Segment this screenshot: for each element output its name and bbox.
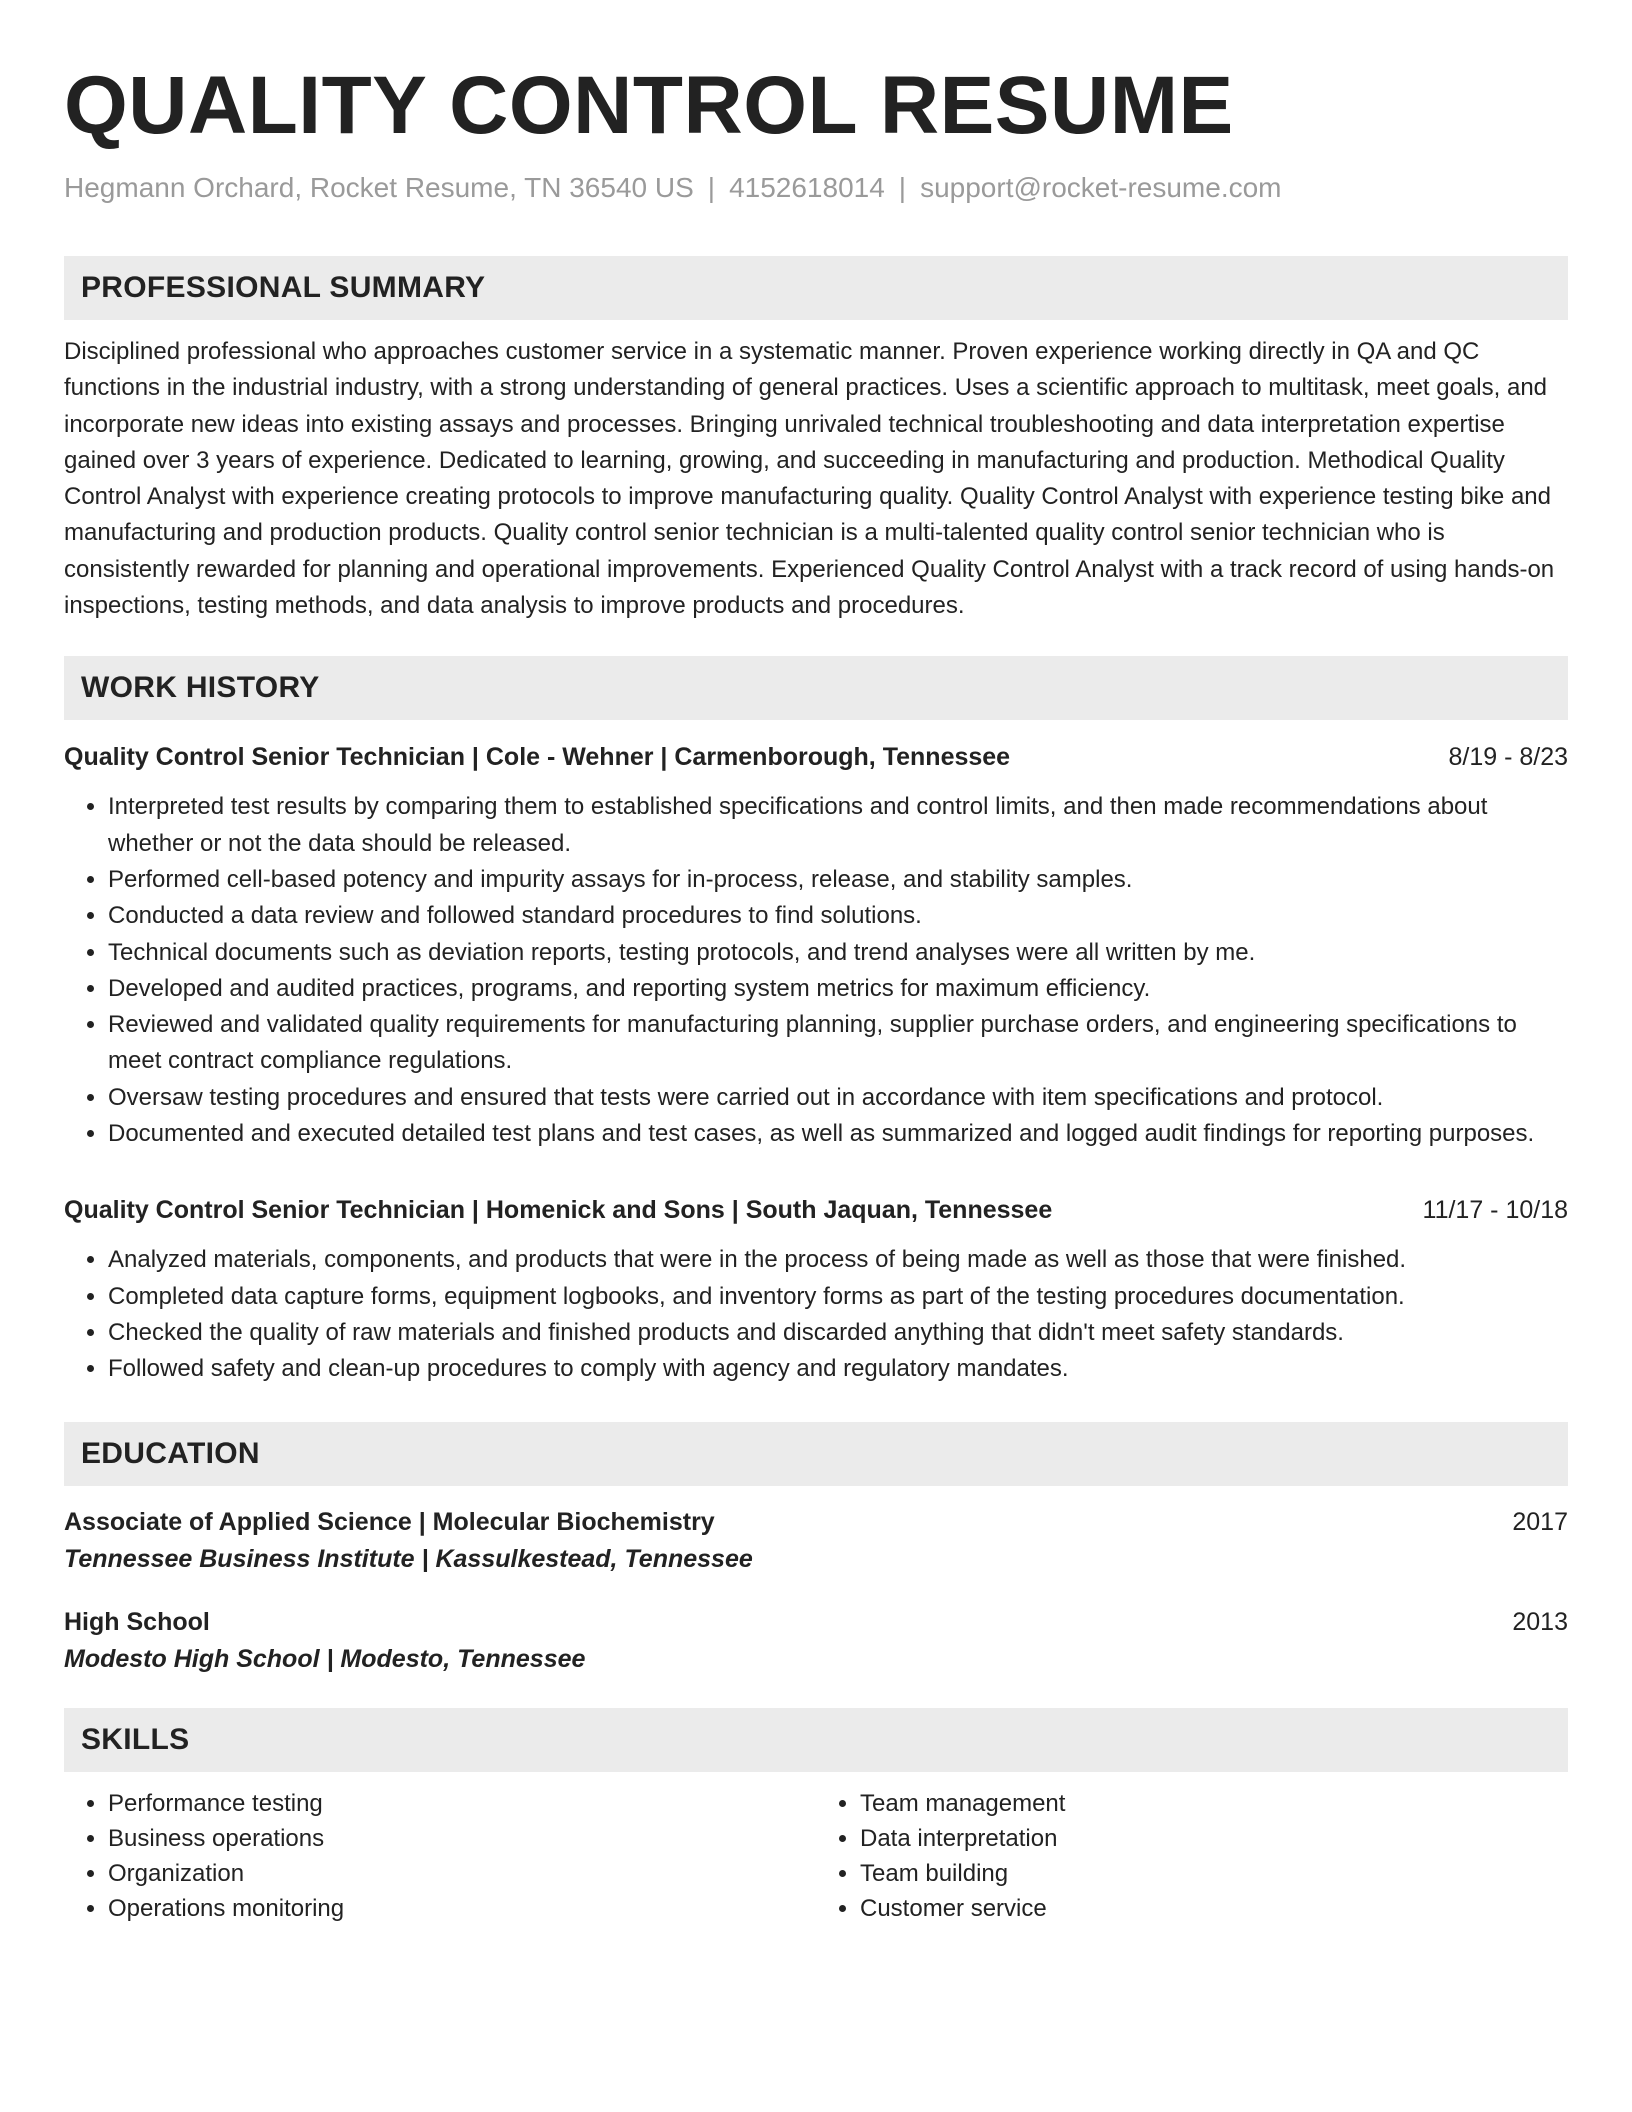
job-bullet: • Followed safety and clean-up procedures to comply with agency and regulatory mandates. (108, 1351, 1568, 1387)
skill-item: • Organization (108, 1856, 816, 1891)
job-bullet: • Performed cell-based potency and impurity assays for in-process, release, and stability samples. (108, 862, 1568, 898)
job-bullet: • Checked the quality of raw materials and finished products and discarded anything that didn't meet safety standards. (108, 1315, 1568, 1351)
job-bullets (64, 1242, 1568, 1387)
section-header-skills: SKILLS (64, 1708, 1568, 1772)
job-bullet: • Completed data capture forms, equipment logbooks, and inventory forms as part of the testing procedures documentation. (108, 1279, 1568, 1315)
skill-item: • Operations monitoring (108, 1891, 816, 1926)
education-year: 2017 (1512, 1507, 1568, 1536)
education-degree: Associate of Applied Science | Molecular Biochemistry (64, 1507, 715, 1536)
section-header-summary: PROFESSIONAL SUMMARY (64, 256, 1568, 320)
education-year: 2013 (1512, 1607, 1568, 1636)
job-bullet: • Analyzed materials, components, and products that were in the process of being made as well as those that were finished. (108, 1242, 1568, 1278)
education-header (64, 1604, 1568, 1640)
section-header-education: EDUCATION (64, 1422, 1568, 1486)
skill-item: • Team management (860, 1786, 1568, 1821)
section-header-work-history: WORK HISTORY (64, 656, 1568, 720)
job-bullet: • Conducted a data review and followed standard procedures to find solutions. (108, 898, 1568, 934)
job-bullet: • Technical documents such as deviation reports, testing protocols, and trend analyses were all written by me. (108, 935, 1568, 971)
summary-text: Disciplined professional who approaches customer service in a systematic manner. Proven experience working directly in QA and QC functions in the industrial industry, with a strong understanding of general practices. Uses a scientific approach to multitask, meet goals, and incorporate new ideas into existing assays and processes. Bringing unrivaled technical troubleshooting and data interpretation expertise gained over 3 years of experience. Dedicated to learning, growing, and succeeding in manufacturing and production. Methodical Quality Control Analyst with experience creating protocols to improve manufacturing quality. Quality Control Analyst with experience testing bike and manufacturing and production products. Quality control senior technician is a multi-talented quality control senior technician who is consistently rewarded for planning and operational improvements. Experienced Quality Control Analyst with a track record of using hands-on inspections, testing methods, and data analysis to improve products and procedures. (64, 338, 1555, 620)
contact-address: Hegmann Orchard, Rocket Resume, TN 36540 US (64, 172, 694, 203)
contact-separator: | (898, 172, 907, 203)
contact-separator: | (707, 172, 716, 203)
job-bullet: • Developed and audited practices, programs, and reporting system metrics for maximum efficiency. (108, 971, 1568, 1007)
job-bullet: • Interpreted test results by comparing them to established specifications and control limits, and then made recommendations about whether or not the data should be released. (108, 789, 1568, 862)
contact-line (64, 170, 1568, 206)
education-header (64, 1504, 1568, 1540)
skill-item: • Business operations (108, 1821, 816, 1856)
skill-item: • Team building (860, 1856, 1568, 1891)
education-school: Modesto High School | Modesto, Tennessee (64, 1644, 586, 1673)
job-entry (64, 739, 1568, 1152)
job-header (64, 1192, 1568, 1228)
education-entry (64, 1504, 1568, 1578)
job-bullet: • Documented and executed detailed test plans and test cases, as well as summarized and logged audit findings for reporting purposes. (108, 1116, 1568, 1152)
skill-item: • Data interpretation (860, 1821, 1568, 1856)
skills-column-left (64, 1786, 816, 1926)
page-title: QUALITY CONTROL RESUME (64, 60, 1234, 151)
job-dates: 11/17 - 10/18 (1422, 1196, 1568, 1225)
job-bullets (64, 789, 1568, 1152)
education-school: Tennessee Business Institute | Kassulkestead, Tennessee (64, 1544, 753, 1573)
skills-column-right (816, 1786, 1568, 1926)
job-dates: 8/19 - 8/23 (1448, 743, 1568, 772)
contact-email: support@rocket-resume.com (920, 172, 1282, 203)
job-entry (64, 1192, 1568, 1387)
job-bullet: • Reviewed and validated quality requirements for manufacturing planning, supplier purchase orders, and engineering specifications to meet contract compliance regulations. (108, 1007, 1568, 1080)
contact-phone: 4152618014 (729, 172, 885, 203)
skills-list (64, 1786, 1568, 1926)
education-entry (64, 1604, 1568, 1678)
job-bullet: • Oversaw testing procedures and ensured that tests were carried out in accordance with item specifications and protocol. (108, 1080, 1568, 1116)
job-title: Quality Control Senior Technician | Homenick and Sons | South Jaquan, Tennessee (64, 1196, 1053, 1225)
skill-item: • Customer service (860, 1891, 1568, 1926)
education-degree: High School (64, 1607, 210, 1636)
job-title: Quality Control Senior Technician | Cole - Wehner | Carmenborough, Tennessee (64, 743, 1011, 772)
job-header (64, 739, 1568, 775)
skill-item: • Performance testing (108, 1786, 816, 1821)
